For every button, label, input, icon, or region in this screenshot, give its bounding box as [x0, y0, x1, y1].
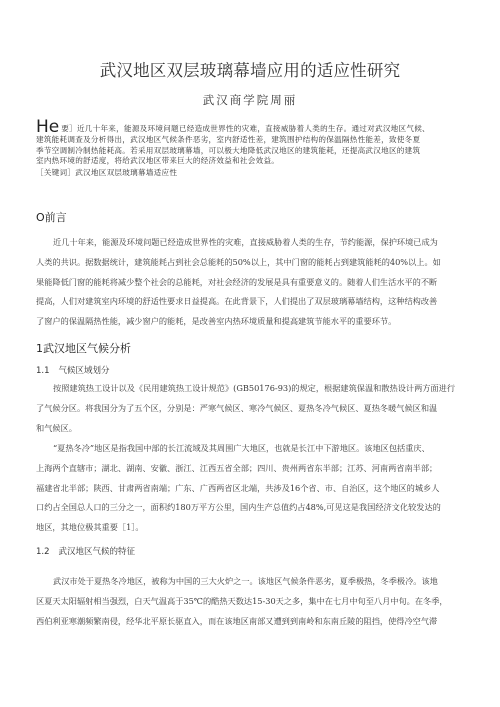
abstract-line: 近几十年来，能源及环境问题已经造成世界性的灾难，直接威胁着人类的生存。通过对武汉地区气候、 — [76, 124, 430, 133]
subsection-heading-1-1 — [36, 365, 110, 377]
text-line: 了窗户的保温隔热性能，减少窗户的能耗，是改善室内热环境质量和提高建筑节能水平的重要环节。 — [36, 316, 397, 327]
subsection-title: 武汉地区气候的特征 — [58, 547, 136, 557]
subsection-number: 1.1 — [36, 366, 50, 376]
climate-zone-paragraph — [36, 379, 464, 438]
text-line: 西伯利亚寒潮频繁南侵，经华北平原长驱直入，而在该地区南部又遭到到南岭和东南丘陵的阻挡，使得冷空气滞 — [36, 615, 438, 626]
text-line: 按照建筑热工设计以及《民用建筑热工设计规范》(GB50176-93)的规定，根据建筑保温和散热设计两方面进行 — [53, 383, 456, 393]
subsection-number: 1.2 — [36, 547, 50, 557]
text-line: 提高，人们对建筑室内环境的舒适性要求日益提高。在此背景下，人们提出了双层玻璃幕墙结构，这种结构改善 — [36, 296, 438, 307]
abstract-mark: He — [36, 117, 60, 137]
text-line: 和气候区。 — [36, 422, 77, 433]
subsection-heading-1-2 — [36, 546, 135, 558]
section-heading-preface: O前言 — [36, 211, 67, 224]
abstract-line: 季节空调制冷制热能耗高。若采用双层玻璃幕墙，可以极大地降低武汉地区的建筑能耗，还提高武汉地区的建筑 — [36, 145, 421, 155]
subsection-title: 气候区域划分 — [58, 366, 110, 376]
paper-title: 武汉地区双层玻璃幕墙应用的适应性研究 — [99, 61, 401, 80]
abstract-line: 建筑能耗调查及分析得出，武汉地区气候条件恶劣，室内舒适性差，建筑围护结构的保温隔热性能差，致使冬夏 — [36, 134, 421, 144]
author-affiliation: 武汉商学院周丽 — [202, 93, 298, 107]
text-line: 武汉市处于夏热冬冷地区，被称为中国的三大火炉之一。该地区气候条件恶劣，夏季极热，冬季极冷。该地 — [53, 576, 438, 586]
text-line: 了气候分区。将我国分为了五个区，分别是：严寒气候区、寒冷气候区、夏热冬冷气候区、夏热冬暖气候区和温 — [36, 402, 438, 413]
abstract-label: 要］ — [61, 124, 77, 133]
wuhan-climate-paragraph — [36, 572, 464, 631]
text-line: 福建省北半部；陕西、甘肃两省南端；广东、广西两省区北端，共涉及16个省、市、自治区，这个地区的城乡人 — [36, 482, 440, 493]
preface-paragraph — [36, 233, 464, 332]
abstract-line: 室内热环境的舒适度，将给武汉地区带来巨大的经济效益和社会效益。 — [36, 156, 280, 166]
text-line: 近几十年来，能源及环境问题已经造成世界性的灾难，直接威胁着人类的生存，节约能源，保护环境已成为 — [53, 237, 438, 247]
text-line: 人类的共识。据数据统计，建筑能耗占到社会总能耗的50%以上，其中门窗的能耗占到建筑能耗的40%以上。如 — [36, 256, 441, 267]
text-line: 区夏天太阳辐射相当强烈，白天气温高于35℃的酷热天数达15-30天之多，集中在七月中旬至八月中旬。在冬季， — [36, 595, 448, 606]
abstract-first-line — [36, 117, 462, 137]
text-line: “夏热冬冷”地区是指我国中部的长江流域及其周围广大地区，也就是长江中下游地区。该地区包括重庆、 — [53, 443, 430, 453]
text-line: 果能降低门窗的能耗将减少整个社会的总能耗，对社会经济的发展是具有重要意义的。随着人们生活水平的不断 — [36, 276, 438, 287]
text-line: 口约占全国总人口的三分之一，面积约180万平方公里，国内生产总值约占48%,可见这是我国经济文化较发达的 — [36, 502, 441, 513]
section-heading-climate: 1武汉地区气候分析 — [36, 342, 131, 355]
text-line: 上海两个直辖市；湖北、湖南、安徽、浙江、江西五省全部；四川、贵州两省东半部；江苏、河南两省南半部； — [36, 462, 438, 473]
text-line: 地区，其地位极其重要［1］。 — [36, 522, 144, 533]
abstract-block — [36, 117, 462, 179]
keywords-line: ［关键词］武汉地区双层玻璃幕墙适应性 — [36, 168, 178, 178]
hot-summer-paragraph — [36, 439, 464, 538]
